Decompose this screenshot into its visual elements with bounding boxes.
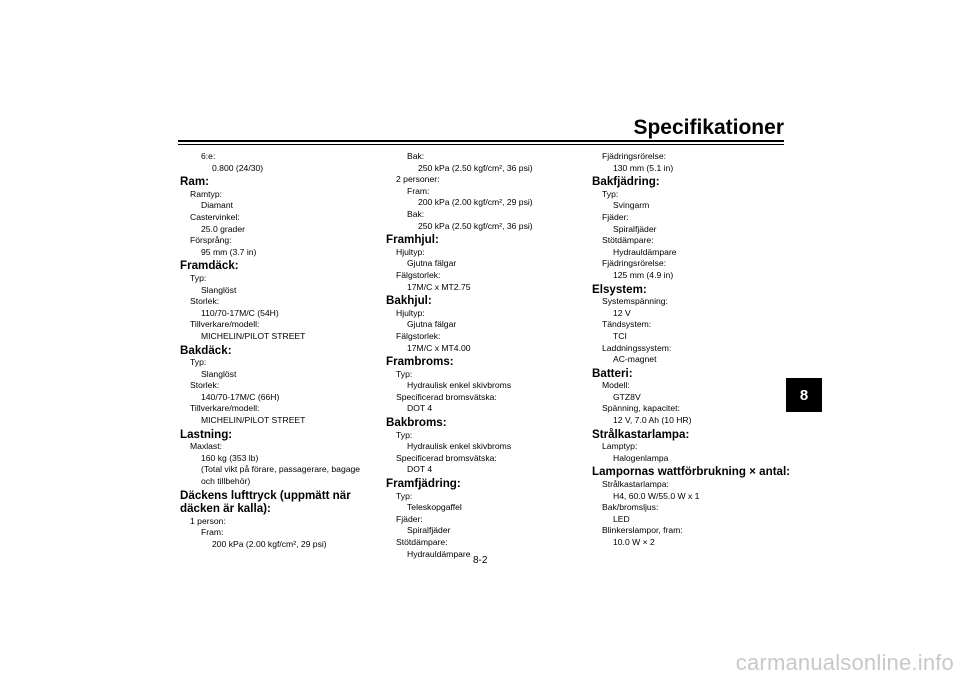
spec-label: Modell: — [602, 380, 630, 391]
spec-label: Systemspänning: — [602, 296, 668, 307]
spec-label: Försprång: — [190, 235, 232, 246]
spec-label: Castervinkel: — [190, 211, 240, 222]
spec-value: 0.800 (24/30) — [212, 162, 264, 173]
spec-label: Tillverkare/modell: — [190, 403, 260, 414]
header-rule-thick — [178, 140, 784, 142]
spec-label: Hjultyp: — [396, 307, 425, 318]
spec-value: Spiralfjäder — [407, 525, 451, 536]
spec-value: 160 kg (353 lb) — [201, 452, 259, 463]
spec-label: 1 person: — [190, 515, 226, 526]
spec-label: Tändsystem: — [602, 319, 652, 330]
section-heading: Lastning: — [180, 427, 233, 441]
spec-value: (Total vikt på förare, passagerare, bagage — [201, 464, 361, 475]
section-heading: Framhjul: — [386, 233, 439, 247]
section-heading: Ram: — [180, 175, 209, 189]
section-heading: Batteri: — [592, 366, 633, 380]
spec-value: GTZ8V — [613, 391, 641, 402]
spec-value: Gjutna fälgar — [407, 319, 457, 330]
section-heading: Bakhjul: — [386, 294, 432, 308]
spec-value: 17M/C x MT2.75 — [407, 281, 471, 292]
spec-value: 12 V — [613, 307, 631, 318]
spec-value: 17M/C x MT4.00 — [407, 342, 471, 353]
spec-value: H4, 60.0 W/55.0 W x 1 — [613, 490, 700, 501]
spec-value: Hydrauldämpare — [613, 246, 677, 257]
spec-value: 25.0 grader — [201, 223, 245, 234]
spec-label: Ramtyp: — [190, 188, 222, 199]
spec-value: Bak: — [407, 151, 425, 161]
spec-label: Typ: — [190, 272, 207, 283]
section-heading: Elsystem: — [592, 282, 647, 296]
spec-value: 125 mm (4.9 in) — [613, 269, 674, 280]
section-heading: Däckens lufttryck (uppmätt när däcken är kalla): — [180, 488, 351, 516]
spec-value: 95 mm (3.7 in) — [201, 246, 257, 257]
chapter-tab: 8 — [786, 378, 822, 412]
spec-label: Fjäder: — [602, 211, 629, 222]
section-heading: Bakbroms: — [386, 416, 447, 430]
spec-label: 2 personer: — [396, 174, 440, 185]
spec-value: 200 kPa (2.00 kgf/cm², 29 psi) — [418, 197, 533, 208]
spec-label: Strålkastarlampa: — [602, 479, 669, 490]
section-heading: Framdäck: — [180, 259, 239, 273]
spec-column-1 — [180, 151, 376, 551]
spec-label: Fälgstorlek: — [396, 330, 441, 341]
spec-value: Diamant — [201, 200, 233, 211]
spec-label: Lamptyp: — [602, 441, 638, 452]
spec-value: 10.0 W × 2 — [613, 537, 655, 547]
spec-label: Typ: — [396, 490, 413, 501]
spec-value: 110/70-17M/C (54H) — [201, 307, 279, 318]
spec-value: Spiralfjäder — [613, 223, 657, 234]
spec-label: Typ: — [602, 188, 619, 199]
spec-label: Fjädringsrörelse: — [602, 258, 666, 269]
spec-value: DOT 4 — [407, 403, 433, 414]
spec-value: 12 V, 7.0 Ah (10 HR) — [613, 415, 692, 426]
spec-value: Fram: — [201, 527, 224, 538]
spec-value: Fram: — [407, 185, 430, 196]
spec-value: 200 kPa (2.00 kgf/cm², 29 psi) — [212, 539, 327, 549]
spec-value: Slanglöst — [201, 284, 237, 295]
spec-label: Laddningssystem: — [602, 342, 672, 353]
section-heading: Bakdäck: — [180, 343, 232, 357]
spec-label: Typ: — [190, 357, 207, 368]
spec-value: DOT 4 — [407, 464, 433, 475]
section-heading: Lampornas wattförbrukning × antal: — [592, 465, 791, 479]
spec-value: Teleskopgaffel — [407, 502, 462, 513]
spec-value: Gjutna fälgar — [407, 258, 457, 269]
spec-value: LED — [613, 513, 630, 524]
spec-value: 6:e: — [201, 151, 216, 161]
section-heading: Strålkastarlampa: — [592, 427, 690, 441]
page-title: Specifikationer — [633, 116, 784, 139]
spec-value: Svingarm — [613, 200, 650, 211]
section-heading: Framfjädring: — [386, 477, 461, 491]
spec-column-3 — [592, 151, 792, 549]
spec-label: Stötdämpare: — [602, 235, 654, 246]
spec-label: Blinkerslampor, fram: — [602, 525, 683, 536]
spec-label: Specificerad bromsvätska: — [396, 391, 497, 402]
spec-label: Fälgstorlek: — [396, 269, 441, 280]
spec-column-2 — [386, 151, 586, 560]
spec-value: 140/70-17M/C (66H) — [201, 391, 280, 402]
spec-value: TCI — [613, 330, 627, 341]
watermark: carmanualsonline.info — [735, 650, 954, 675]
spec-label: Storlek: — [190, 296, 220, 307]
spec-value: MICHELIN/PILOT STREET — [201, 330, 306, 341]
spec-value: Hydraulisk enkel skivbroms — [407, 441, 512, 452]
spec-label: Fjädringsrörelse: — [602, 151, 666, 161]
section-heading: Bakfjädring: — [592, 175, 660, 189]
spec-value: AC-magnet — [613, 354, 657, 365]
header-rule-thin — [178, 144, 784, 145]
spec-value: Bak: — [407, 208, 425, 219]
page-number: 8-2 — [473, 555, 488, 566]
spec-value: Slanglöst — [201, 368, 237, 379]
spec-label: Typ: — [396, 429, 413, 440]
spec-value: 250 kPa (2.50 kgf/cm², 36 psi) — [418, 220, 533, 231]
spec-label: Specificerad bromsvätska: — [396, 452, 497, 463]
spec-value: Hydraulisk enkel skivbroms — [407, 380, 512, 391]
spec-label: Hjultyp: — [396, 246, 425, 257]
spec-label: Storlek: — [190, 380, 220, 391]
spec-value: MICHELIN/PILOT STREET — [201, 415, 306, 426]
spec-label: Stötdämpare: — [396, 537, 448, 547]
section-heading: Frambroms: — [386, 355, 454, 369]
spec-label: Bak/bromsljus: — [602, 502, 659, 513]
spec-value: Hydrauldämpare — [407, 548, 471, 559]
spec-label: Fjäder: — [396, 513, 423, 524]
spec-value: 130 mm (5.1 in) — [613, 162, 674, 173]
spec-label: Spänning, kapacitet: — [602, 403, 680, 414]
spec-label: Tillverkare/modell: — [190, 319, 260, 330]
spec-value: 250 kPa (2.50 kgf/cm², 36 psi) — [418, 162, 533, 173]
spec-value: och tillbehör) — [201, 476, 251, 487]
spec-label: Maxlast: — [190, 441, 222, 452]
spec-label: Typ: — [396, 368, 413, 379]
spec-value: Halogenlampa — [613, 452, 669, 463]
